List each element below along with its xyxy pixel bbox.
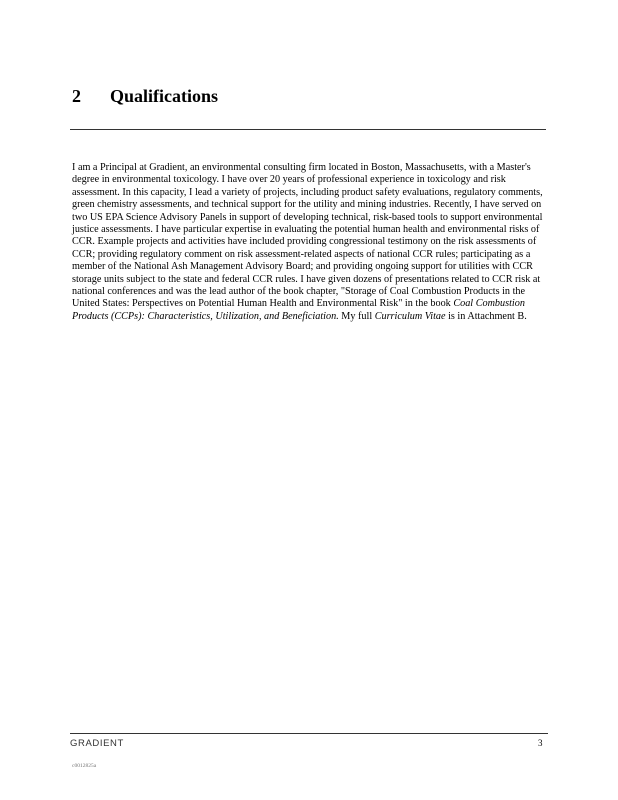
paragraph-text-mid: My full	[338, 310, 375, 322]
paragraph-text-end: is in Attachment B.	[445, 310, 527, 322]
footer-rule	[70, 733, 548, 734]
book-title: Coal Combustion Products (CCPs): Characteristics, Utilization, and Beneficiation.	[72, 298, 525, 322]
cv-label: Curriculum Vitae	[374, 310, 446, 322]
section-number: 2	[72, 86, 81, 106]
paragraph-text: I am a Principal at Gradient, an environmental consulting firm located in Boston, Massachusetts, with a Master's degree in environmental toxicology. I have over 20 years of professional experience in toxicology and risk assessment. In this capacity, I lead a variety of projects, including product safety evaluations, regulatory comments, green chemistry assessments, and technical support for the utility and mining industries. Recently, I have served on two US EPA Science Advisory Panels in support of developing technical, risk-based tools to support environmental justice assessments. I have particular expertise in evaluating the potential human health and environmental risks of CCR. Example projects and activities have included providing congressional testimony on the risk assessments of CCR; providing regulatory comment on risk assessment-related aspects of national CCR rules; participating as a member of the National Ash Management Advisory Board; and providing ongoing support for utilities with CCR storage units subject to the state and federal CCR rules. I have given dozens of presentations related to CCR risk at national conferences and was the lead author of the book chapter, "Storage of Coal Combustion Products in the United States: Perspectives on Potential Human Health and Environmental Risk" in the book	[72, 162, 543, 310]
qualifications-paragraph	[72, 162, 554, 323]
section-heading	[72, 86, 218, 107]
page-number: 3	[538, 738, 543, 748]
gradient-logo: GRADIENT	[70, 738, 124, 749]
document-id: c0012825a	[72, 763, 97, 769]
heading-rule	[70, 129, 546, 130]
section-title: Qualifications	[110, 86, 219, 106]
